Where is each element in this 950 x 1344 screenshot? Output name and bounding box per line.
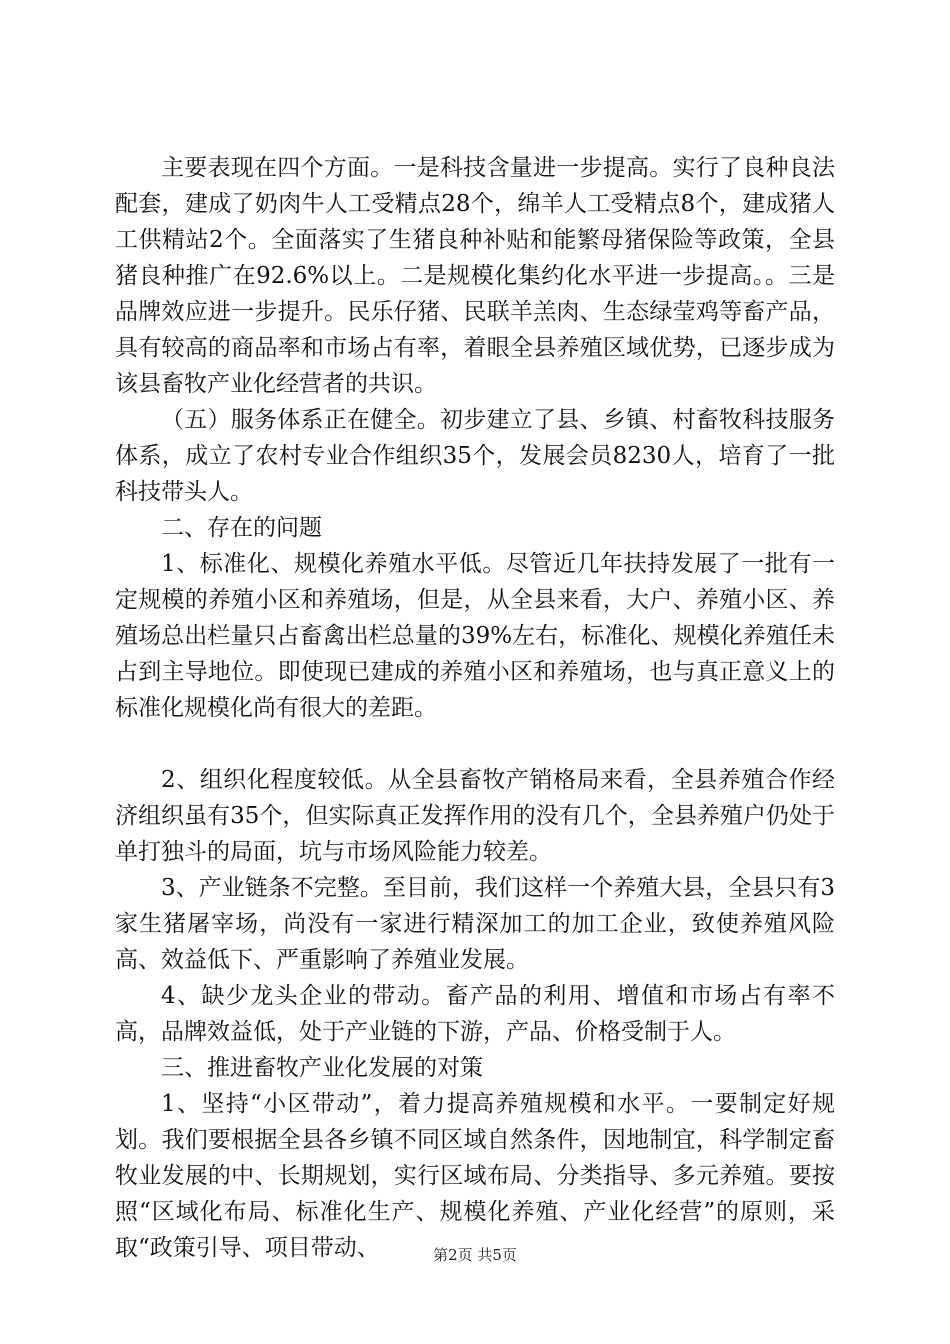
paragraph-countermeasure-1: 1、坚持“小区带动”，着力提高养殖规模和水平。一要制定好规划。我们要根据全县各乡镇不同区域自然条件，因地制宜，科学制定畜牧业发展的中、长期规划，实行区域布局、分类指导、多元养殖。要按照“区域化布局、标准化生产、规模化养殖、产业化经营”的原则，采取“政策引导、项目带动、: [115, 1091, 835, 1261]
section-heading-problems: 二、存在的问题: [161, 515, 322, 541]
paragraph-problem-2: 2、组织化程度较低。从全县畜牧产销格局来看，全县养殖合作经济组织虽有35个，但实际真正发挥作用的没有几个，全县养殖户仍处于单打独斗的局面，坑与市场风险能力较差。: [115, 767, 835, 865]
paragraph-problem-1: 1、标准化、规模化养殖水平低。尽管近几年扶持发展了一批有一定规模的养殖小区和养殖场，但是，从全县来看，大户、养殖小区、养殖场总出栏量只占畜禽出栏总量的39%左右，标准化、规模化养殖任未占到主导地位。即使现已建成的养殖小区和养殖场，也与真正意义上的标准化规模化尚有很大的差距。: [115, 551, 835, 721]
blank-line: [115, 726, 835, 762]
section-heading-countermeasures: 三、推进畜牧产业化发展的对策: [161, 1055, 483, 1081]
paragraph-overview: 主要表现在四个方面。一是科技含量进一步提高。实行了良种良法配套，建成了奶肉牛人工受精点28个，绵羊人工受精点8个，建成猪人工供精站2个。全面落实了生猪良种补贴和能繁母猪保险等政策，全县猪良种推广在92.6%以上。二是规模化集约化水平进一步提高。。三是品牌效应进一步提升。民乐仔猪、民联羊羔肉、生态绿莹鸡等畜产品，具有较高的商品率和市场占有率，着眼全县养殖区域优势，已逐步成为该县畜牧产业化经营者的共识。: [115, 155, 835, 397]
paragraph-problem-3: 3、产业链条不完整。至目前，我们这样一个养殖大县，全县只有3家生猪屠宰场，尚没有一家进行精深加工的加工企业，致使养殖风险高、效益低下、严重影响了养殖业发展。: [115, 875, 835, 973]
document-body: [115, 150, 835, 1266]
paragraph-problem-4: 4、缺少龙头企业的带动。畜产品的利用、增值和市场占有率不高，品牌效益低，处于产业链的下游，产品、价格受制于人。: [115, 983, 835, 1045]
paragraph-service-system: （五）服务体系正在健全。初步建立了县、乡镇、村畜牧科技服务体系，成立了农村专业合作组织35个，发展会员8230人，培育了一批科技带头人。: [115, 407, 835, 505]
page-number: 第2页 共5页: [433, 1246, 517, 1264]
page-footer: [0, 1244, 950, 1265]
